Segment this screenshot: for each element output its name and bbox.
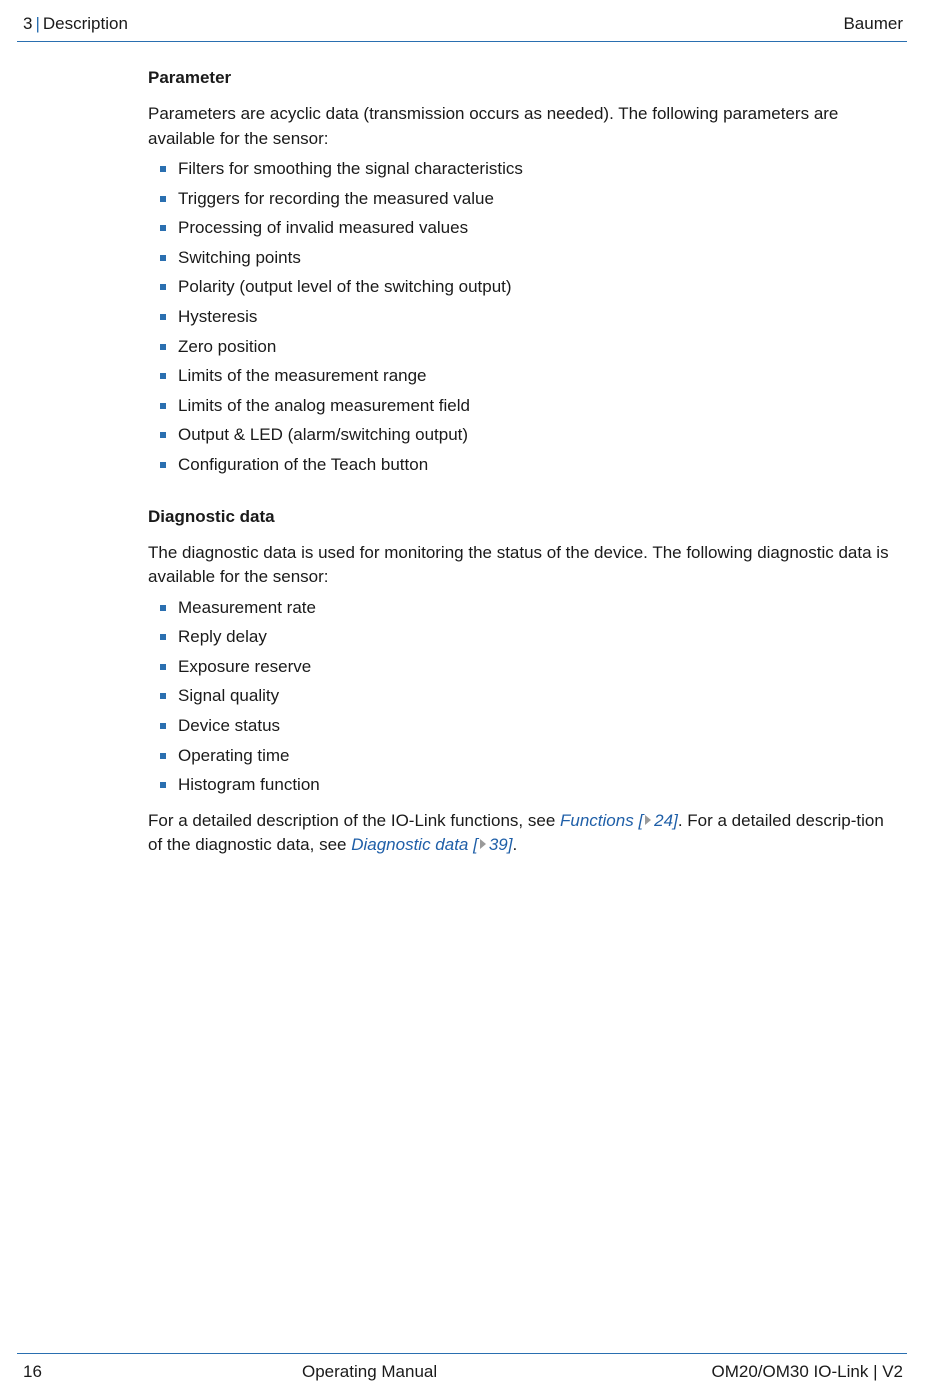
section-number: 3 [23, 14, 33, 33]
diagnostic-link-page: 39] [488, 835, 513, 855]
page-arrow-icon [645, 815, 651, 825]
list-item-label: Configuration of the Teach button [178, 454, 429, 474]
page-footer [17, 1353, 907, 1388]
parameter-list [148, 157, 900, 483]
list-item [148, 187, 900, 217]
list-item-label: Limits of the measurement range [178, 366, 427, 386]
list-item [148, 335, 900, 365]
list-item [148, 305, 900, 335]
list-item [148, 275, 900, 305]
bullet-square-icon [160, 693, 166, 699]
list-item-label: Operating time [178, 745, 290, 765]
bullet-square-icon [160, 344, 166, 350]
list-item-label: Polarity (output level of the switching output) [178, 277, 512, 297]
bullet-square-icon [160, 664, 166, 670]
list-item [148, 216, 900, 246]
bullet-square-icon [160, 782, 166, 788]
list-item [148, 714, 900, 744]
list-item-label: Triggers for recording the measured value [178, 188, 494, 208]
diagnostic-section [148, 505, 900, 858]
bullet-square-icon [160, 753, 166, 759]
list-item [148, 423, 900, 453]
list-item-label: Switching points [178, 247, 301, 267]
list-item [148, 364, 900, 394]
closing-text-2: . For a detailed descrip-tion of the diagnostic data, see [148, 810, 884, 855]
list-item [148, 394, 900, 424]
list-item-label: Histogram function [178, 775, 320, 795]
functions-link-label: Functions [ [560, 810, 644, 830]
list-item [148, 453, 900, 483]
list-item [148, 744, 900, 774]
bullet-square-icon [160, 605, 166, 611]
list-item-label: Reply delay [178, 627, 267, 647]
parameter-intro: Parameters are acyclic data (transmission occurs as needed). The following parameters are available for the sensor: [148, 104, 839, 148]
functions-link[interactable] [560, 811, 678, 830]
header-separator: | [35, 14, 40, 33]
list-item-label: Signal quality [178, 686, 280, 706]
bullet-square-icon [160, 403, 166, 409]
header-section [23, 14, 128, 34]
list-item-label: Hysteresis [178, 306, 258, 326]
bullet-square-icon [160, 432, 166, 438]
bullet-square-icon [160, 634, 166, 640]
diagnostic-intro: The diagnostic data is used for monitoring the status of the device. The following diagnostic data is available for the sensor: [148, 542, 889, 587]
list-item-label: Processing of invalid measured values [178, 218, 469, 238]
page-header [17, 12, 907, 42]
list-item-label: Zero position [178, 336, 277, 356]
section-title: Description [42, 14, 128, 33]
parameter-heading: Parameter [148, 68, 232, 87]
diagnostic-list [148, 596, 900, 803]
bullet-square-icon [160, 196, 166, 202]
bullet-square-icon [160, 166, 166, 172]
diagnostic-link-label: Diagnostic data [ [351, 835, 478, 855]
list-item [148, 246, 900, 276]
list-item-label: Exposure reserve [178, 656, 312, 676]
list-item [148, 773, 900, 803]
list-item [148, 684, 900, 714]
bullet-square-icon [160, 723, 166, 729]
list-item-label: Limits of the analog measurement field [178, 395, 470, 415]
list-item [148, 655, 900, 685]
closing-paragraph [148, 809, 900, 858]
diagnostic-heading: Diagnostic data [148, 506, 275, 526]
bullet-square-icon [160, 462, 166, 468]
bullet-square-icon [160, 284, 166, 290]
list-item [148, 596, 900, 626]
page-content [148, 66, 900, 858]
product-version: OM20/OM30 IO-Link | V2 [711, 1362, 903, 1381]
closing-text-3: . [512, 835, 518, 855]
bullet-square-icon [160, 255, 166, 261]
functions-link-page: 24] [654, 810, 678, 830]
page-arrow-icon [480, 839, 486, 849]
diagnostic-data-link[interactable] [351, 835, 512, 854]
brand-name: Baumer [843, 14, 903, 33]
closing-text-1: For a detailed description of the IO-Link functions, see [148, 810, 561, 830]
document-type: Operating Manual [302, 1362, 438, 1381]
bullet-square-icon [160, 314, 166, 320]
list-item-label: Device status [178, 715, 281, 735]
list-item [148, 625, 900, 655]
list-item-label: Filters for smoothing the signal characteristics [178, 159, 523, 178]
list-item [148, 157, 900, 187]
list-item-label: Output & LED (alarm/switching output) [178, 425, 469, 445]
list-item-label: Measurement rate [178, 597, 316, 617]
parameter-section [148, 66, 900, 483]
page-number: 16 [23, 1362, 42, 1381]
bullet-square-icon [160, 373, 166, 379]
bullet-square-icon [160, 225, 166, 231]
